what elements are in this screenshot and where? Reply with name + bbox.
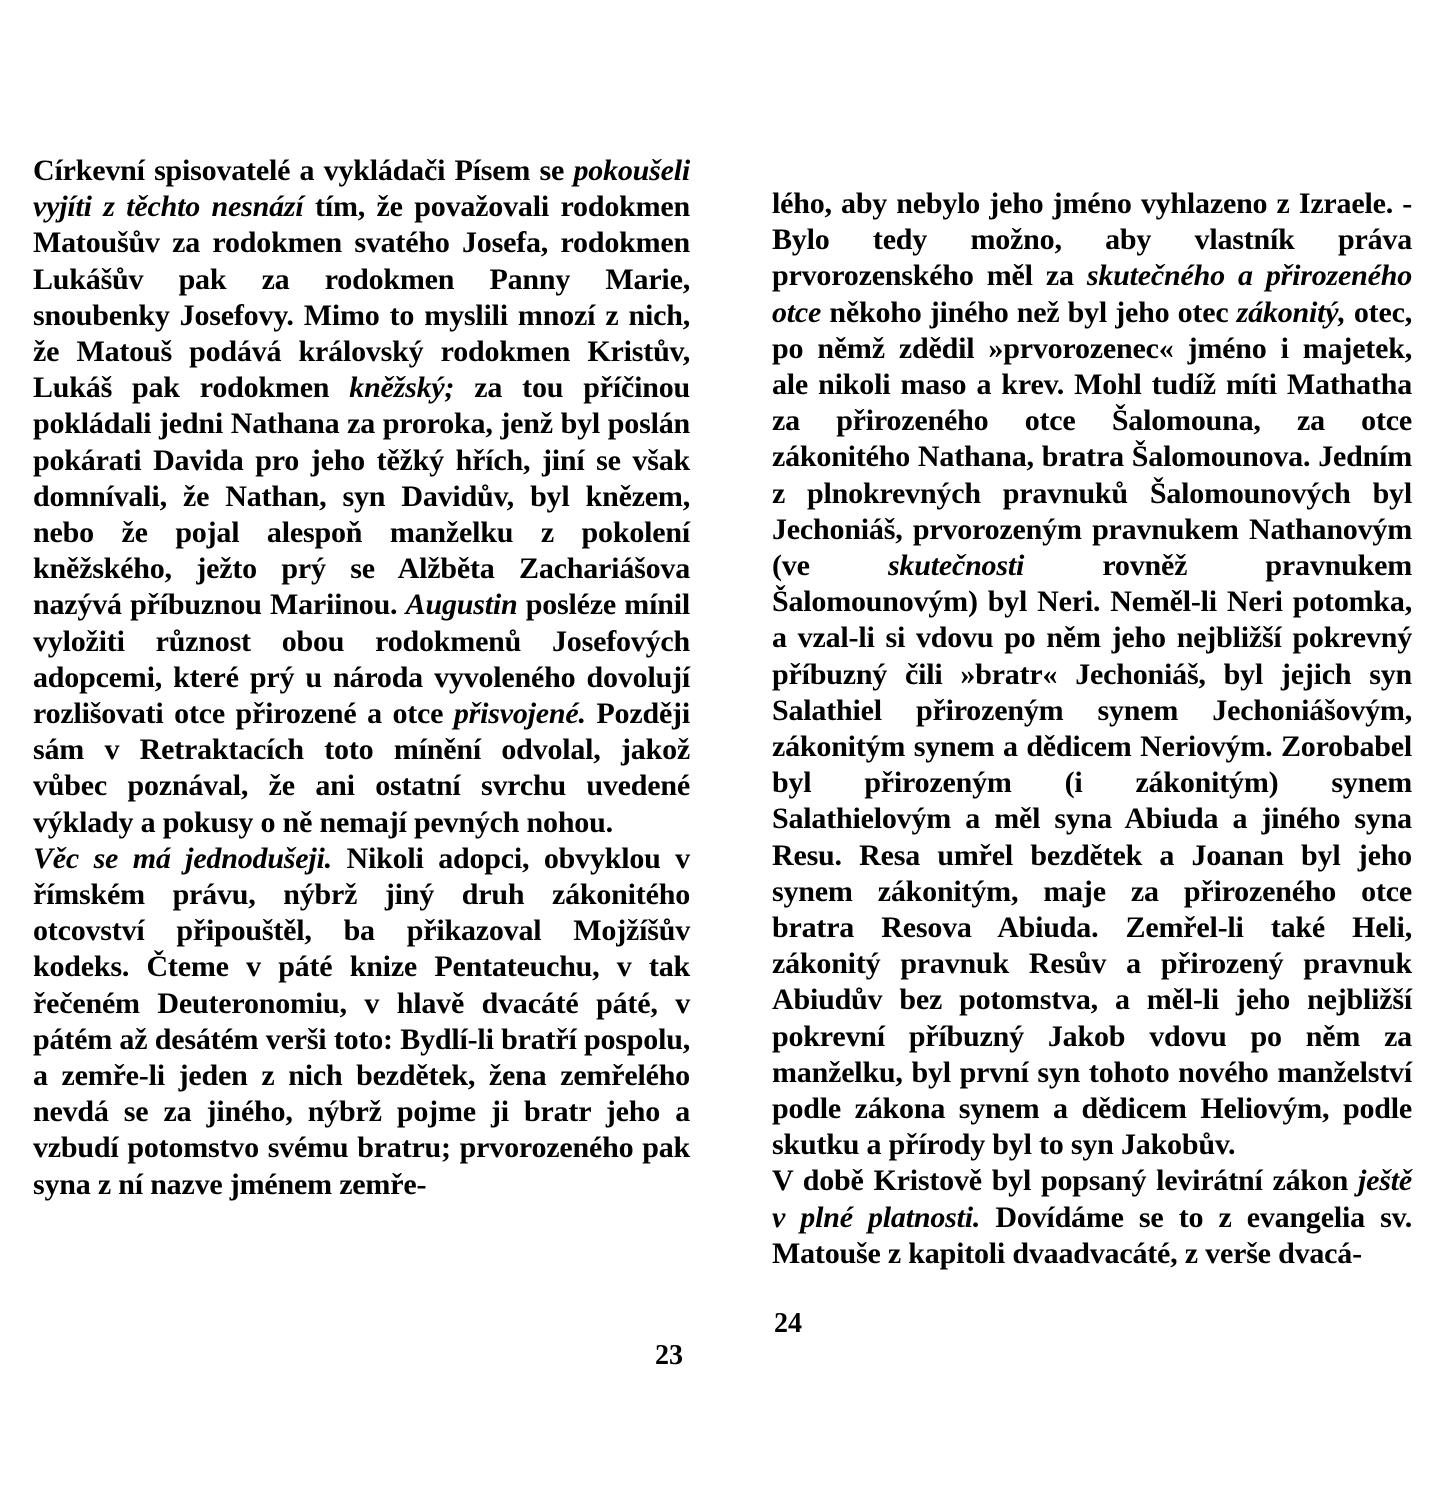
right-page-text (772, 186, 1412, 1272)
emphasized-text: kněžský; (349, 371, 455, 405)
text-run: otec, po němž zdědil »prvorozenec« jméno i majetek, ale nikoli maso a krev. Mohl tudíž míti Mathatha za přirozeného otce Šalomouna, za otce zákonitého Nathana, bratra Šalomounova. Jedním z plnokrevných pravnuků Šalomounových byl Jechoniáš, prvorozeným pravnukem Nathanovým (ve (772, 295, 1412, 583)
emphasized-text: pokoušeli vyjíti z těchto nesnází (33, 154, 690, 224)
text-run: za tou příčinou pokládali jedni Nathana za proroka, jenž byl poslán pokárati Davida pro jeho těžký hřích, jiní se však domnívali, že Nathan, syn Davidův, byl knězem, nebo že pojal alespoň manželku z pokolení kněžského, ježto prý se Alžběta Zachariášova nazývá příbuznou Mariinou. (33, 371, 690, 622)
emphasized-text: skutečného a přirozeného otce (772, 259, 1412, 329)
emphasized-text: skutečnosti (887, 549, 1025, 583)
text-run: Církevní spisovatelé a vykládači Písem se (33, 154, 574, 187)
right-page (720, 0, 1440, 1500)
right-page-number: 24 (774, 1308, 802, 1339)
emphasized-text: přisvojené. (453, 697, 586, 731)
paragraph (33, 153, 690, 841)
text-run: posléze mínil vyložiti různost obou rodokmenů Josefových adopcemi, které prý u národa vyvoleného dovolují rozlišovati otce přirozené a otce (33, 588, 690, 731)
text-run: Nikoli adopci, obvyklou v římském právu, nýbrž jiný druh zákonitého otcovství připouštěl, ba přikazoval Mojžíšův kodeks. Čteme v páté knize Pentateuchu, v tak řečeném Deuteronomiu, v hlavě dvacáté páté, v pátém až desátém verši toto: Bydlí-li bratří pospolu, a zemře-li jeden z nich bezdětek, žena zemřelého nevdá se za jiného, nýbrž pojme ji bratr jeho a vzbudí potomstvo svému bratru; prvorozeného pak syna z ní nazve jménem zemře- (33, 841, 690, 1201)
emphasized-text: Augustin (405, 588, 518, 622)
text-run: Později sám v Retraktacích toto mínění odvolal, jakož vůbec poznával, že ani ostatní svrchu uvedené výklady a pokusy o ně nemají pevných nohou. (33, 697, 690, 839)
text-run: rovněž pravnukem Šalomounovým) byl Neri. Neměl-li Neri potomka, a vzal-li si vdovu po něm jeho nejbližší pokrevný příbuzný čili »bratr« Jechoniáš, byl jejich syn Salathiel přirozeným synem Jechoniášovým, zákonitým synem a dědicem Neriovým. Zorobabel byl přirozeným (i zákonitým) synem Salathielovým a měl syna Abiuda a jiného syna Resu. Resa umřel bezdětek a Joanan byl jeho synem zákonitým, maje za přirozeného otce bratra Resova Abiuda. Zemřel-li také Heli, zákonitý pravnuk Resův a přirozený pravnuk Abiudův bez potomstva, a měl-li jeho nejbližší pokrevní příbuzný Jakob vdovu po něm za manželku, byl první syn tohoto nového manželství podle zákona synem a dědicem Heliovým, podle skutku a přírody byl to syn Jakobův. (772, 549, 1412, 1162)
text-run: V době Kristově byl popsaný levirátní zákon (772, 1164, 1359, 1198)
text-run: Dovídáme se to z evangelia sv. Matouše z kapitoli dvaadvacáté, z verše dvacá- (772, 1200, 1413, 1270)
left-page-text (33, 153, 690, 1203)
text-run: tím, že považovali rodokmen Matoušův za rodokmen svatého Josefa, rodokmen Lukášův pak za rodokmen Panny Marie, snoubenky Josefovy. Mimo to myslili mnozí z nich, že Matouš podává královský rodokmen Kristův, Lukáš pak rodokmen (33, 190, 691, 405)
paragraph (772, 186, 1412, 1163)
emphasized-text: zákonitý, (1236, 295, 1346, 329)
paragraph (33, 841, 690, 1203)
paragraph (772, 1163, 1412, 1272)
text-run: lého, aby nebylo jeho jméno vyhlazeno z Izraele. - Bylo tedy možno, aby vlastník práva prvorozenského měl za (772, 187, 1412, 293)
left-page-number: 23 (655, 1340, 683, 1371)
emphasized-text: ještě v plné platnosti. (772, 1164, 1412, 1234)
emphasized-text: Věc se má jednodušeji. (33, 841, 332, 875)
text-run: někoho jiného než byl jeho otec (821, 295, 1237, 329)
